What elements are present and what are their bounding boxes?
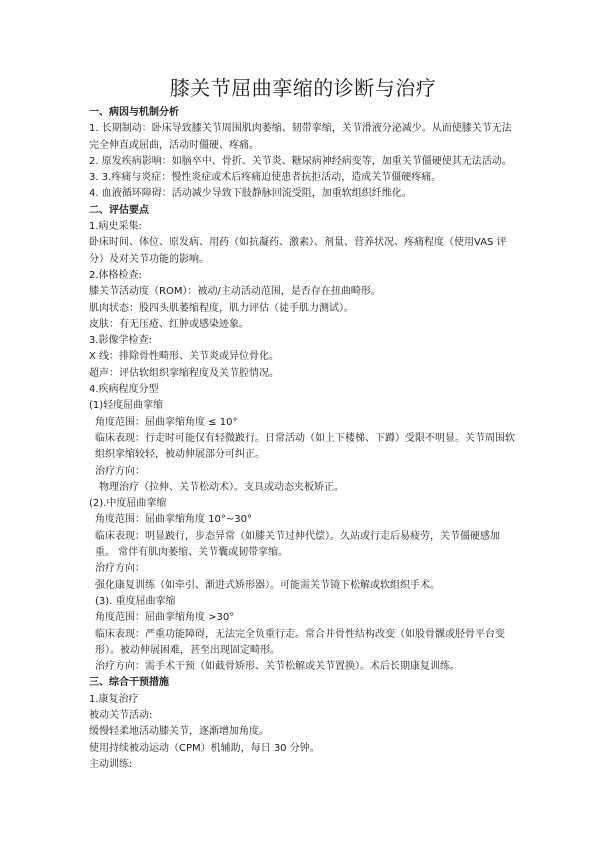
paragraph: 2. 原发疾病影响：如脑卒中、骨折、关节炎、糖尿病神经病变等，加重关节僵硬使其无法活动。 [89, 155, 512, 167]
indented-paragraph: (3). 重度屈曲挛缩 [95, 595, 176, 607]
indented-paragraph: 角度范围：屈曲挛缩角度 10°~30° [95, 514, 253, 526]
indented-paragraph: 角度范围：屈曲挛缩角度 ≤ 10° [95, 416, 238, 428]
paragraph: 超声：评估软组织挛缩程度及关节腔情况。 [89, 367, 279, 379]
paragraph: 主动训练: [89, 758, 133, 770]
indented-paragraph: 临床表现：行走时可能仅有轻微跛行。日常活动（如上下楼梯、下蹲）受限不明显。关节周围软组织挛缩较轻，被动伸展部分可纠正。 [95, 432, 515, 461]
document-body [89, 105, 517, 773]
paragraph: 4.疾病程度分型 [89, 384, 159, 396]
indented-paragraph: 临床表现：严重功能障碍，无法完全负重行走。常合并骨性结构改变（如股骨髁或胫骨平台变形）。被动伸展困难，甚至出现固定畸形。 [95, 628, 505, 656]
paragraph: 1. 长期制动：卧床导致膝关节周围肌肉萎缩、韧带挛缩，关节滑液分泌减少。从而使膝关节无法完全伸直或屈曲，活动时僵硬、疼痛。 [89, 123, 512, 151]
indented-paragraph: 治疗方向：需手术干预（如截骨矫形、关节松解或关节置换）。术后长期康复训练。 [95, 661, 460, 673]
paragraph: (1)轻度屈曲挛缩 [89, 400, 164, 412]
indented-paragraph: 角度范围：屈曲挛缩角度 >30° [95, 612, 235, 624]
section-heading: 三、综合干预措施 [89, 677, 169, 689]
indented-paragraph: 治疗方向： [95, 465, 145, 477]
paragraph: 卧床时间、体位、原发病、用药（如抗凝药、激素）、剂量、营养状况、疼痛程度（使用VAS 评分）及对关节功能的影响。 [89, 237, 507, 265]
paragraph: 2.体格检查: [89, 269, 142, 281]
paragraph: 3.影像学检查: [89, 335, 152, 347]
paragraph: 4. 血液循环障碍：活动减少导致下肢静脉回流受阻，加重软组织纤维化。 [89, 188, 412, 200]
paragraph: 膝关节活动度（ROM）：被动/主动活动范围，是否存在扭曲畸形。 [89, 286, 381, 298]
paragraph: X 线：排除骨性畸形、关节炎或异位骨化。 [89, 351, 280, 363]
section-heading: 一、病因与机制分析 [89, 107, 179, 118]
paragraph: 被动关节活动: [89, 709, 153, 721]
paragraph: 使用持续被动运动（CPM）机辅助，每日 30 分钟。 [89, 742, 320, 754]
indented-paragraph: 治疗方向： [95, 563, 145, 575]
document-title: 膝关节屈曲挛缩的诊断与治疗 [169, 76, 437, 100]
paragraph: 1.病史采集: [89, 221, 142, 233]
indented-paragraph: 强化康复训练（如牵引、渐进式矫形器）。可能需关节镜下松解或软组织手术。 [95, 579, 440, 591]
document-page [89, 74, 517, 773]
paragraph: 1.康复治疗 [89, 693, 139, 705]
paragraph: (2).中度屈曲挛缩 [89, 498, 167, 510]
paragraph: 皮肤：有无压疮、红肿或感染迹象。 [89, 318, 249, 330]
indented-paragraph: 物理治疗（拉伸、关节松动术）。支具或动态夹板矫正。 [99, 481, 344, 493]
paragraph: 缓慢轻柔地活动膝关节，逐渐增加角度。 [89, 726, 269, 738]
paragraph: 3. 3.疼痛与炎症：慢性炎症或术后疼痛迫使患者抗拒活动，造成关节僵硬疼痛。 [89, 172, 442, 184]
section-heading: 二、评估要点 [89, 204, 149, 216]
paragraph: 肌肉状态：股四头肌萎缩程度，肌力评估（徒手肌力测试）。 [89, 302, 354, 314]
indented-paragraph: 临床表现：明显跛行，步态异常（如膝关节过伸代偿）。久站或行走后易疲劳，关节僵硬感加重。 常伴有肌肉萎缩、关节囊或韧带挛缩。 [95, 530, 500, 559]
